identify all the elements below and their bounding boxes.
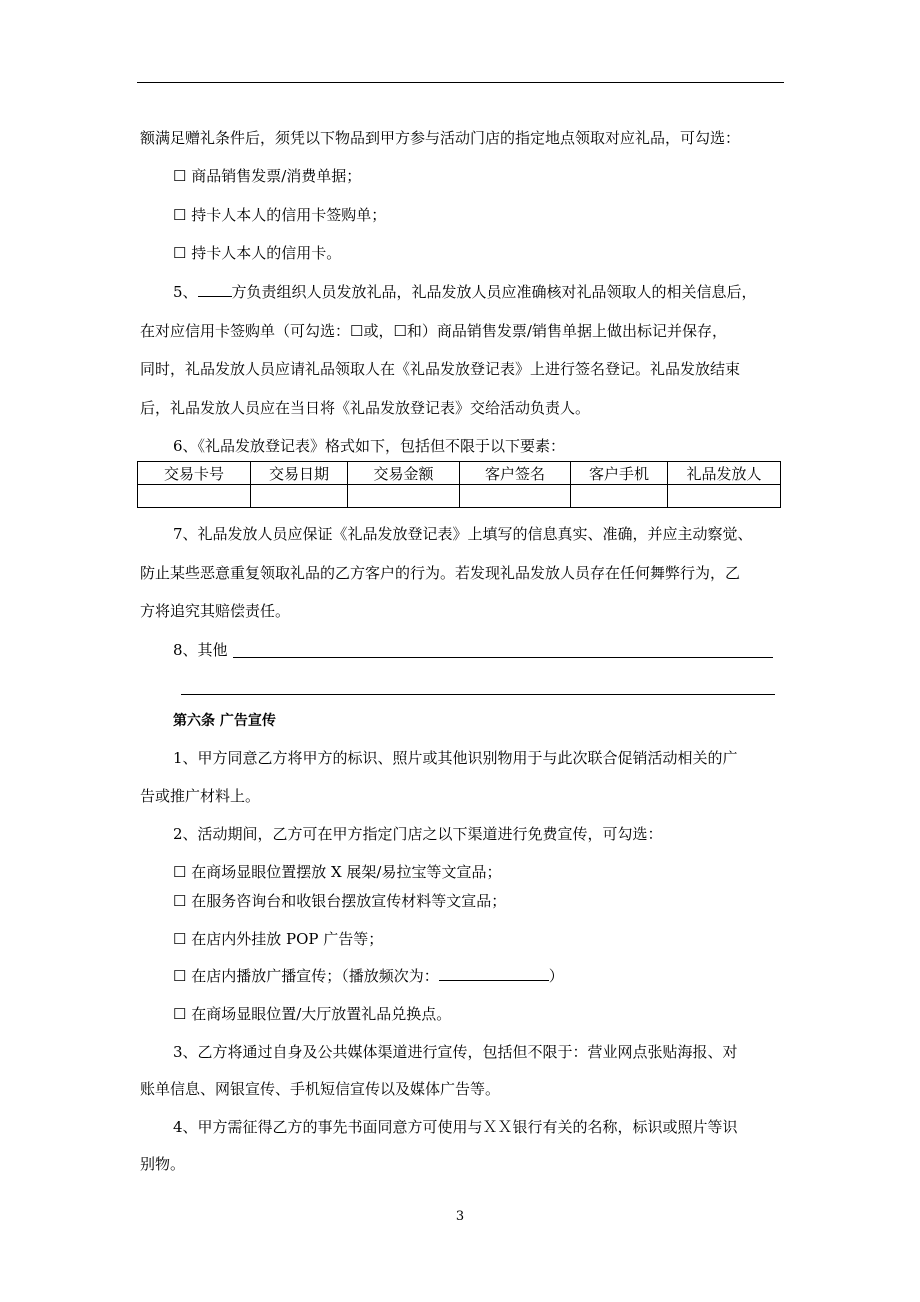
table-cell[interactable] [251,485,348,508]
col-amount: 交易金额 [348,462,460,485]
broadcast-label: ☐ 在店内播放广播宣传；（播放频次为： [173,967,439,985]
col-signature: 客户签名 [460,462,571,485]
article-6-item-4-line-1: 4、甲方需征得乙方的事先书面同意方可使用与ＸＸ银行有关的名称，标识或照片等识 [173,1118,738,1136]
broadcast-close: ） [548,967,564,985]
other-fill-line-1[interactable] [233,657,773,658]
clause-5-line-1 [173,282,757,302]
checkbox-item-invoice[interactable]: ☐ 商品销售发票/消费单据； [173,167,362,185]
clause-7-line-2: 防止某些恶意重复领取礼品的乙方客户的行为。若发现礼品发放人员存在任何舞弊行为，乙 [140,564,741,582]
checkbox-item-redemption-point[interactable]: ☐ 在商场显眼位置/大厅放置礼品兑换点。 [173,1005,452,1023]
table-cell[interactable] [668,485,781,508]
checkbox-item-credit-card[interactable]: ☐ 持卡人本人的信用卡。 [173,244,342,262]
article-6-item-4-line-2: 别物。 [140,1155,186,1173]
clause-5-line-3: 同时，礼品发放人员应请礼品领取人在《礼品发放登记表》上进行签名登记。礼品发放结束 [140,360,741,378]
clause-6: 6、《礼品发放登记表》格式如下，包括但不限于以下要素： [173,437,566,455]
gift-register-table [137,461,781,508]
col-date: 交易日期 [251,462,348,485]
col-card-number: 交易卡号 [138,462,251,485]
other-fill-line-2[interactable] [181,694,775,695]
checkbox-item-service-desk[interactable]: ☐ 在服务咨询台和收银台摆放宣传材料等文宣品； [173,892,507,910]
table-cell[interactable] [460,485,571,508]
frequency-blank[interactable] [439,966,549,981]
article-6-item-3-line-2: 账单信息、网银宣传、手机短信宣传以及媒体广告等。 [140,1080,501,1098]
table-row [138,485,781,508]
article-6-item-3-line-1: 3、乙方将通过自身及公共媒体渠道进行宣传，包括但不限于：营业网点张贴海报、对 [173,1043,738,1061]
clause-5-line-2: 在对应信用卡签购单（可勾选：☐或，☐和）商品销售发票/销售单据上做出标记并保存， [140,322,727,340]
article-6-heading: 第六条 广告宣传 [173,713,276,729]
party-blank[interactable] [198,282,232,297]
article-6-item-1-line-1: 1、甲方同意乙方将甲方的标识、照片或其他识别物用于与此次联合促销活动相关的广 [173,749,738,767]
table-header-row [138,462,781,485]
header-rule [137,82,784,83]
checkbox-item-x-stand[interactable]: ☐ 在商场显眼位置摆放 X 展架/易拉宝等文宣品； [173,863,502,881]
checkbox-item-pop[interactable]: ☐ 在店内外挂放 POP 广告等； [173,930,384,948]
col-issuer: 礼品发放人 [668,462,781,485]
table-cell[interactable] [348,485,460,508]
checkbox-item-broadcast[interactable] [173,966,564,986]
page-number: 3 [455,1209,465,1224]
clause-5-line-4: 后，礼品发放人员应在当日将《礼品发放登记表》交给活动负责人。 [140,399,591,417]
table-cell[interactable] [571,485,668,508]
clause-5-number: 5、 [173,283,198,301]
article-6-item-2: 2、活动期间，乙方可在甲方指定门店之以下渠道进行免费宣传，可勾选： [173,825,663,843]
article-6-item-1-line-2: 告或推广材料上。 [140,787,261,805]
clause-7-line-1: 7、礼品发放人员应保证《礼品发放登记表》上填写的信息真实、准确，并应主动察觉、 [173,525,753,543]
col-phone: 客户手机 [571,462,668,485]
clause-7-line-3: 方将追究其赔偿责任。 [140,602,291,620]
clause-5-text: 方负责组织人员发放礼品，礼品发放人员应准确核对礼品领取人的相关信息后， [231,283,757,301]
clause-8: 8、其他 [173,641,228,659]
table-cell[interactable] [138,485,251,508]
paragraph-continuation: 额满足赠礼条件后，须凭以下物品到甲方参与活动门店的指定地点领取对应礼品，可勾选： [140,129,741,147]
checkbox-item-signed-slip[interactable]: ☐ 持卡人本人的信用卡签购单； [173,206,387,224]
